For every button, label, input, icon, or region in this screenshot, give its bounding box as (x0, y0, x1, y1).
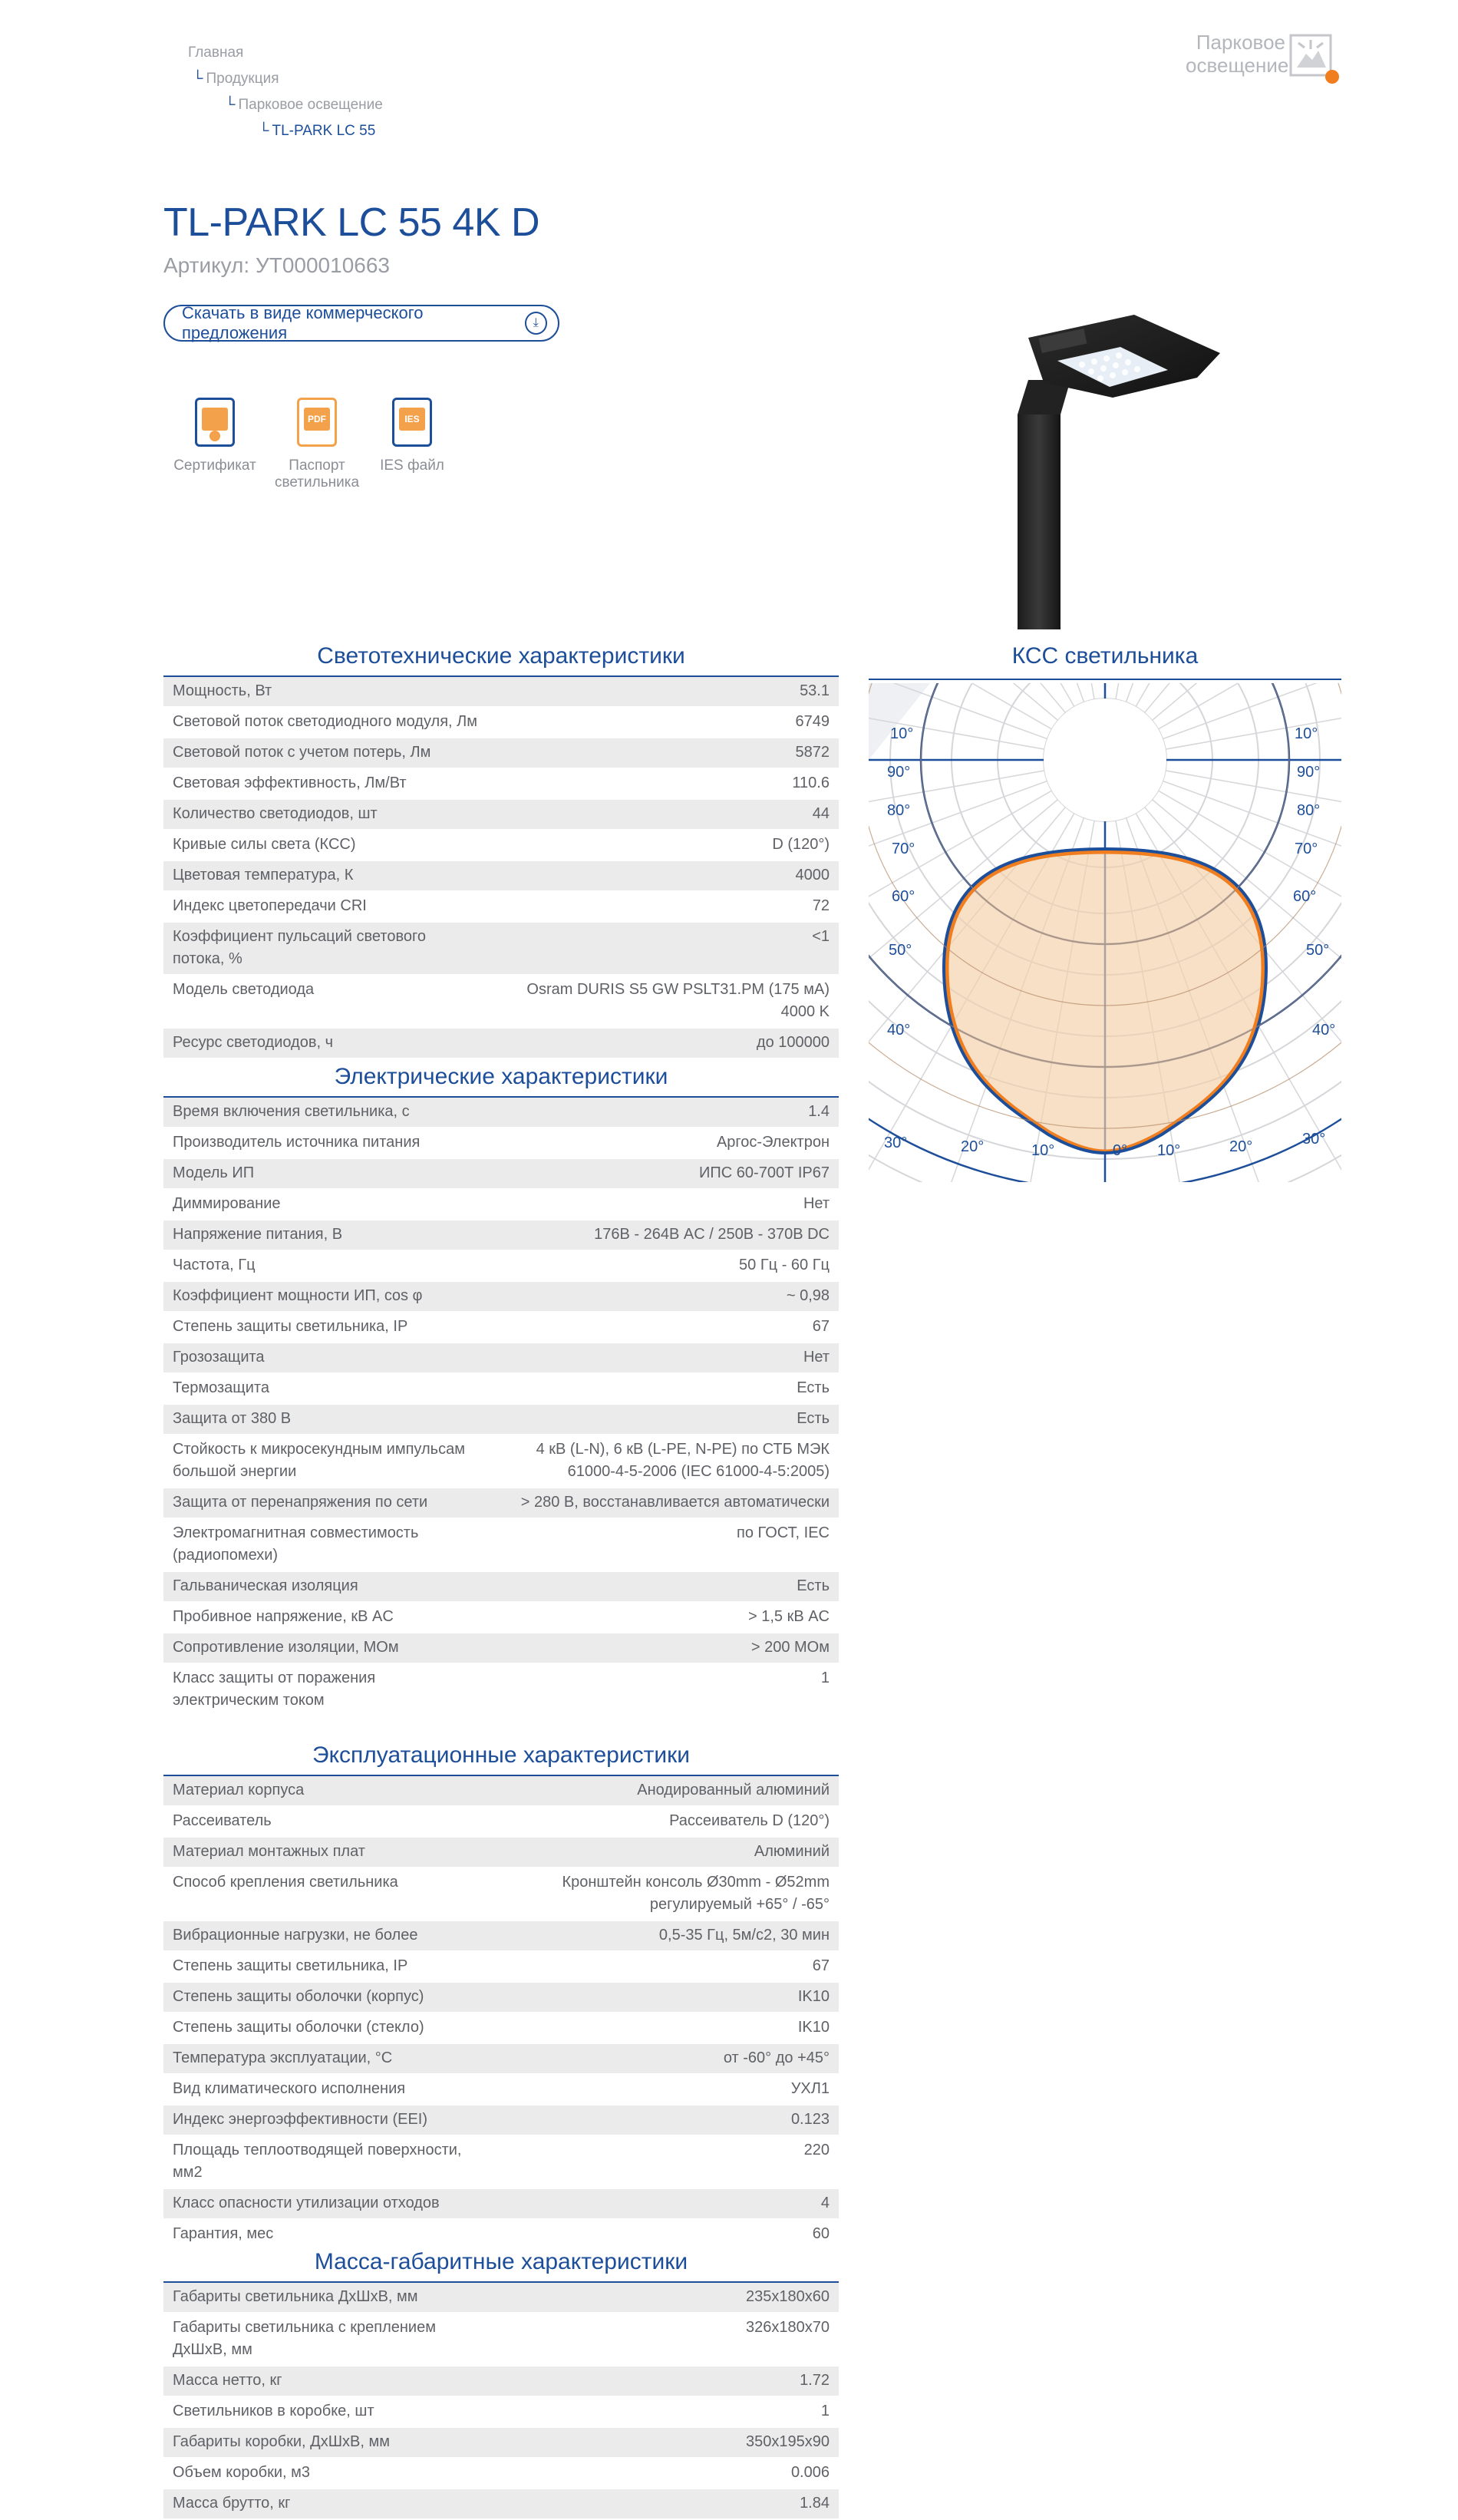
spec-row (163, 1098, 839, 1128)
spec-value: Нет (489, 1189, 839, 1220)
spec-row (163, 2188, 839, 2219)
spec-section-electrical (163, 1064, 839, 1717)
ksc-label-left-50: 50° (889, 942, 912, 959)
spec-table (163, 677, 839, 1059)
spec-label: Рассеиватель (163, 1806, 489, 1837)
spec-label: Пробивное напряжение, кВ AC (163, 1602, 489, 1633)
section-title: Светотехнические характеристики (317, 643, 685, 669)
spec-row (163, 2043, 839, 2074)
spec-row (163, 1806, 839, 1837)
spec-value: 110.6 (489, 768, 839, 799)
spec-value: <1 (489, 922, 839, 975)
spec-row (163, 1250, 839, 1281)
ksc-label-left-10: 10° (890, 725, 914, 742)
spec-section-lighting (163, 643, 839, 1059)
spec-value: 1.72 (489, 2366, 839, 2396)
spec-label: Материал монтажных плат (163, 1837, 489, 1868)
spec-value: 6749 (489, 707, 839, 738)
ksc-label-bottom-10-left: 10° (1031, 1142, 1055, 1159)
page-title: TL-PARK LC 55 4K D (163, 200, 540, 245)
certificate-icon (195, 398, 235, 447)
spec-value: 50 Гц - 60 Гц (489, 1250, 839, 1281)
spec-value: > 280 В, восстанавливается автоматически (489, 1488, 839, 1518)
spec-row (163, 891, 839, 922)
spec-row (163, 1982, 839, 2013)
spec-row (163, 1776, 839, 1806)
spec-label: Частота, Гц (163, 1250, 489, 1281)
spec-value: 4 (489, 2188, 839, 2219)
spec-value: 0.006 (489, 2458, 839, 2489)
spec-row (163, 1189, 839, 1220)
spec-row (163, 799, 839, 830)
spec-label: Гарантия, мес (163, 2219, 489, 2250)
category-line1: Парковое (1196, 31, 1285, 54)
spec-value: 220 (489, 2135, 839, 2188)
spec-label: Масса брутто, кг (163, 2489, 489, 2519)
spec-value: Алюминий (489, 1837, 839, 1868)
breadcrumb-arrow-icon: └ (225, 97, 236, 113)
spec-value: Есть (489, 1571, 839, 1602)
spec-section-operational (163, 1742, 839, 2251)
spec-label: Коэффициент пульсаций светового потока, % (163, 922, 489, 975)
spec-label: Класс защиты от поражения электрическим током (163, 1663, 489, 1716)
spec-section-dimensions (163, 2249, 839, 2520)
spec-row (163, 1518, 839, 1571)
ksc-label-right-70: 70° (1295, 841, 1318, 857)
section-title: Электрические характеристики (334, 1064, 668, 1089)
spec-label: Цветовая температура, К (163, 860, 489, 891)
spec-row (163, 1921, 839, 1951)
download-offer-label: Скачать в виде коммерческого предложения (182, 303, 424, 342)
spec-label: Степень защиты светильника, IP (163, 1951, 489, 1982)
spec-value: 0,5-35 Гц, 5м/с2, 30 мин (489, 1921, 839, 1951)
spec-row (163, 1312, 839, 1343)
spec-value: > 200 МОм (489, 1633, 839, 1663)
spec-row (163, 2396, 839, 2427)
spec-label: Индекс энергоэффективности (EEI) (163, 2105, 489, 2135)
spec-row (163, 1404, 839, 1435)
download-icon: ⤓ (525, 312, 547, 335)
spec-label: Время включения светильника, с (163, 1098, 489, 1128)
spec-label: Защита от 380 В (163, 1404, 489, 1435)
spec-label: Световой поток с учетом потерь, Лм (163, 738, 489, 768)
spec-value: Анодированный алюминий (489, 1776, 839, 1806)
ksc-title-underline (869, 679, 1341, 680)
spec-row (163, 2489, 839, 2519)
spec-label: Электромагнитная совместимость (радиопомехи) (163, 1518, 489, 1571)
ksc-label-left-80: 80° (887, 802, 911, 819)
ksc-label-right-50: 50° (1306, 942, 1330, 959)
spec-label: Степень защиты оболочки (корпус) (163, 1982, 489, 2013)
download-offer-button[interactable] (163, 305, 559, 342)
spec-value: 67 (489, 1312, 839, 1343)
ksc-label-right-40: 40° (1312, 1022, 1336, 1039)
spec-row (163, 1343, 839, 1373)
spec-value: 72 (489, 891, 839, 922)
spec-table (163, 1776, 839, 2251)
spec-label: Вибрационные нагрузки, не более (163, 1921, 489, 1951)
spec-row (163, 2135, 839, 2188)
spec-value: 326х180х70 (489, 2313, 839, 2366)
spec-label: Гальваническая изоляция (163, 1571, 489, 1602)
spec-value: 60 (489, 2219, 839, 2250)
spec-label: Кривые силы света (КСС) (163, 830, 489, 860)
article-number: Артикул: УТ000010663 (163, 253, 390, 277)
spec-label: Диммирование (163, 1189, 489, 1220)
spec-value: до 100000 (489, 1028, 839, 1059)
spec-label: Степень защиты оболочки (стекло) (163, 2013, 489, 2043)
spec-label: Класс опасности утилизации отходов (163, 2188, 489, 2219)
spec-value: D (120°) (489, 830, 839, 860)
breadcrumb-products[interactable]: └ Продукция (193, 71, 279, 87)
spec-row (163, 1435, 839, 1488)
spec-row (163, 1663, 839, 1716)
spec-value: Osram DURIS S5 GW PSLT31.PM (175 мА) 4000 K (489, 975, 839, 1028)
spec-value: Нет (489, 1343, 839, 1373)
spec-row (163, 2074, 839, 2105)
ksc-label-right-60: 60° (1293, 888, 1317, 905)
ksc-label-bottom-30-left: 30° (884, 1134, 908, 1151)
spec-label: Светильников в коробке, шт (163, 2396, 489, 2427)
spec-value: > 1,5 кВ AC (489, 1602, 839, 1633)
spec-value: по ГОСТ, IEC (489, 1518, 839, 1571)
product-image (998, 307, 1228, 629)
spec-label: Сопротивление изоляции, МОм (163, 1633, 489, 1663)
spec-value: 4 кВ (L-N), 6 кВ (L-PE, N-PE) по СТБ МЭК 61000-4-5-2006 (IEC 61000-4-5:2005) (489, 1435, 839, 1488)
spec-label: Защита от перенапряжения по сети (163, 1488, 489, 1518)
spec-value: Есть (489, 1373, 839, 1404)
spec-label: Способ крепления светильника (163, 1868, 489, 1921)
spec-row (163, 1028, 839, 1059)
spec-row (163, 1633, 839, 1663)
category-label[interactable] (1186, 31, 1289, 77)
spec-label: Производитель источника питания (163, 1128, 489, 1158)
spec-value: 5872 (489, 738, 839, 768)
ksc-label-right-10: 10° (1295, 725, 1318, 742)
spec-value: 67 (489, 1951, 839, 1982)
spec-row (163, 738, 839, 768)
certificate-link[interactable] (161, 398, 269, 474)
spec-value: от -60° до +45° (489, 2043, 839, 2074)
spec-value: 53.1 (489, 677, 839, 707)
spec-value: УХЛ1 (489, 2074, 839, 2105)
certificate-label: Сертификат (173, 457, 256, 474)
ksc-label-bottom-20-left: 20° (961, 1138, 985, 1155)
spec-row (163, 1158, 839, 1189)
ksc-label-left-60: 60° (892, 888, 915, 905)
spec-label: Мощность, Вт (163, 677, 489, 707)
spec-row (163, 1602, 839, 1633)
ksc-label-left-90: 90° (887, 764, 911, 781)
spec-value: IK10 (489, 1982, 839, 2013)
passport-link[interactable] (263, 398, 371, 491)
spec-label: Габариты светильника ДхШхВ, мм (163, 2283, 489, 2313)
ksc-title: КСС светильника (1011, 643, 1199, 669)
spec-row (163, 2427, 839, 2458)
spec-row (163, 2283, 839, 2313)
breadcrumb-home[interactable]: Главная (188, 45, 244, 61)
ksc-label-bottom-0: 0° (1113, 1142, 1128, 1159)
spec-row (163, 2105, 839, 2135)
ksc-label-bottom-10-right: 10° (1157, 1142, 1181, 1159)
spec-label: Световая эффективность, Лм/Вт (163, 768, 489, 799)
spec-label: Термозащита (163, 1373, 489, 1404)
spec-row (163, 1951, 839, 1982)
spec-label: Световой поток светодиодного модуля, Лм (163, 707, 489, 738)
ies-file-link[interactable] (358, 398, 466, 474)
ksc-label-left-70: 70° (892, 841, 915, 857)
ies-file-icon: IES (392, 398, 432, 447)
breadcrumb (188, 40, 383, 144)
spec-label: Индекс цветопередачи CRI (163, 891, 489, 922)
spec-row (163, 830, 839, 860)
spec-row (163, 1220, 839, 1250)
spec-label: Коэффициент мощности ИП, cos φ (163, 1281, 489, 1312)
spec-value: 1 (489, 2396, 839, 2427)
section-title: Масса-габаритные характеристики (314, 2249, 688, 2274)
spec-row (163, 2313, 839, 2366)
spec-label: Площадь теплоотводящей поверхности, мм2 (163, 2135, 489, 2188)
ksc-polar-chart (869, 683, 1341, 1182)
breadcrumb-park-lighting[interactable]: └ Парковое освещение (225, 97, 383, 113)
spec-row (163, 1488, 839, 1518)
breadcrumb-current: └ TL-PARK LC 55 (259, 123, 376, 139)
spec-label: Габариты коробки, ДхШхВ, мм (163, 2427, 489, 2458)
spec-label: Модель ИП (163, 1158, 489, 1189)
spec-label: Материал корпуса (163, 1776, 489, 1806)
spec-value: 350х195х90 (489, 2427, 839, 2458)
spec-value: Аргос-Электрон (489, 1128, 839, 1158)
spec-row (163, 860, 839, 891)
spec-value: 176В - 264В AC / 250В - 370В DC (489, 1220, 839, 1250)
spec-label: Напряжение питания, В (163, 1220, 489, 1250)
spec-label: Масса нетто, кг (163, 2366, 489, 2396)
spec-label: Объем коробки, м3 (163, 2458, 489, 2489)
spec-row (163, 1128, 839, 1158)
pdf-icon: PDF (297, 398, 337, 447)
spec-value: Рассеиватель D (120°) (489, 1806, 839, 1837)
spec-value: 235х180х60 (489, 2283, 839, 2313)
spec-value: Кронштейн консоль Ø30mm - Ø52mm регулируемый +65° / -65° (489, 1868, 839, 1921)
spec-row (163, 707, 839, 738)
spec-label: Степень защиты светильника, IP (163, 1312, 489, 1343)
spec-row (163, 1837, 839, 1868)
spec-value: 1.84 (489, 2489, 839, 2519)
spec-label: Ресурс светодиодов, ч (163, 1028, 489, 1059)
passport-label: Паспорт светильника (274, 457, 360, 490)
ksc-label-bottom-30-right: 30° (1302, 1131, 1326, 1148)
spec-row (163, 768, 839, 799)
spec-row (163, 2458, 839, 2489)
ies-file-label: IES файл (380, 457, 444, 474)
spec-label: Вид климатического исполнения (163, 2074, 489, 2105)
spec-label: Температура эксплуатации, °С (163, 2043, 489, 2074)
ksc-label-right-90: 90° (1297, 764, 1321, 781)
spec-value: ~ 0,98 (489, 1281, 839, 1312)
spec-value: ИПС 60-700Т IP67 (489, 1158, 839, 1189)
ksc-label-left-40: 40° (887, 1022, 911, 1039)
spec-row (163, 922, 839, 975)
ksc-label-bottom-20-right: 20° (1229, 1138, 1253, 1155)
spec-row (163, 1281, 839, 1312)
spec-row (163, 1373, 839, 1404)
spec-label: Грозозащита (163, 1343, 489, 1373)
spec-row (163, 2219, 839, 2250)
spec-value: Есть (489, 1404, 839, 1435)
section-title: Эксплуатационные характеристики (312, 1742, 690, 1768)
breadcrumb-arrow-icon: └ (259, 123, 269, 139)
breadcrumb-arrow-icon: └ (193, 71, 203, 87)
spec-row (163, 975, 839, 1028)
spec-table (163, 1098, 839, 1717)
spec-value: IK10 (489, 2013, 839, 2043)
spec-row (163, 677, 839, 707)
spec-value: 4000 (489, 860, 839, 891)
spec-value: 44 (489, 799, 839, 830)
spec-row (163, 2366, 839, 2396)
spec-value: 1.4 (489, 1098, 839, 1128)
park-lighting-icon[interactable] (1289, 34, 1340, 84)
spec-value: 0.123 (489, 2105, 839, 2135)
ksc-label-right-80: 80° (1297, 802, 1321, 819)
category-line2: освещение (1186, 54, 1289, 77)
spec-value: 1 (489, 1663, 839, 1716)
spec-label: Количество светодиодов, шт (163, 799, 489, 830)
spec-row (163, 1868, 839, 1921)
spec-label: Габариты светильника с креплением ДхШхВ, мм (163, 2313, 489, 2366)
spec-row (163, 1571, 839, 1602)
spec-label: Модель светодиода (163, 975, 489, 1028)
spec-row (163, 2013, 839, 2043)
spec-label: Стойкость к микросекундным импульсам большой энергии (163, 1435, 489, 1488)
